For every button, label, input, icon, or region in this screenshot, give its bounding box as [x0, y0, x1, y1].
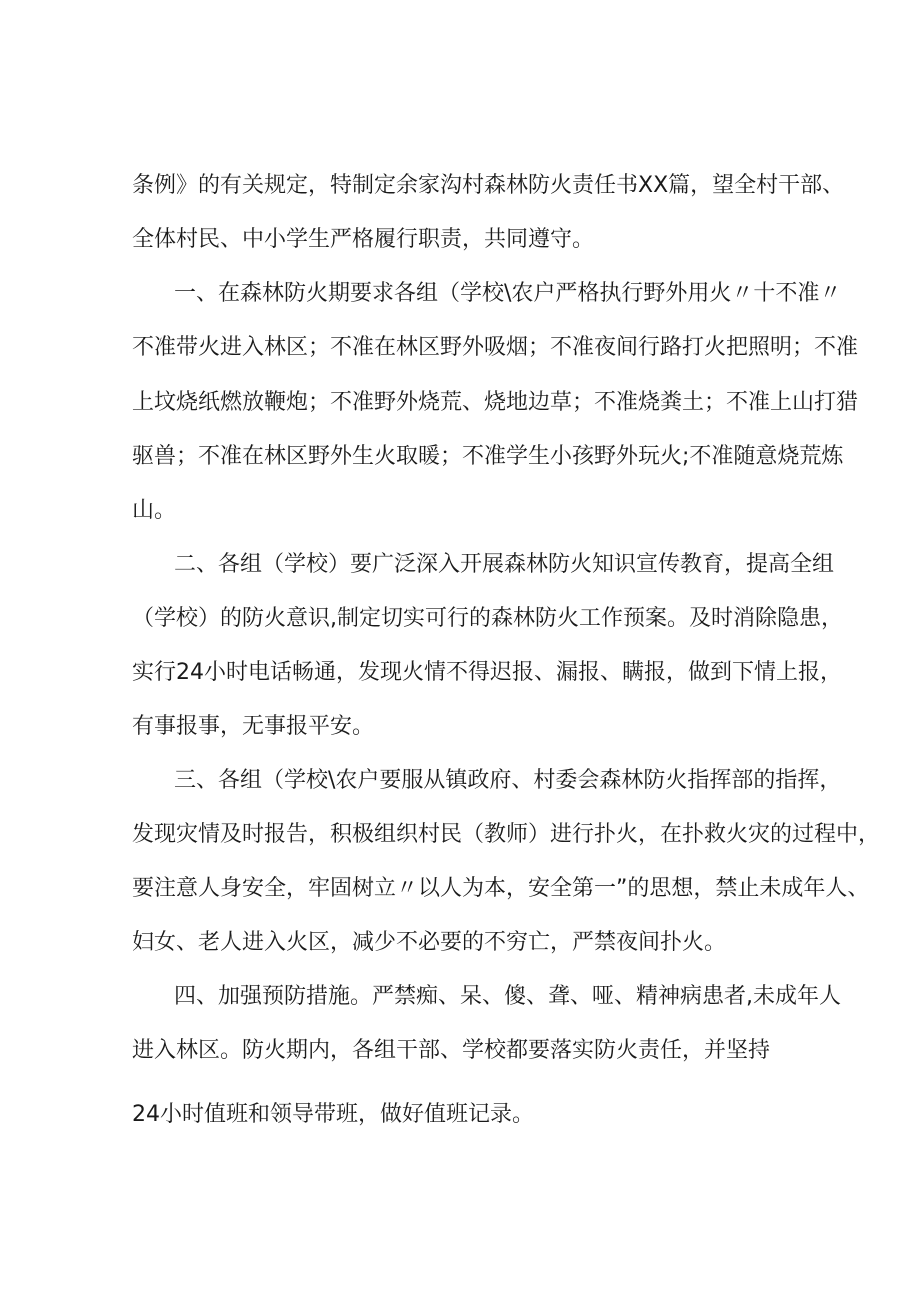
text-line: 驱兽；不准在林区野外生火取暖；不准学生小孩野外玩火;不准随意烧荒炼	[132, 444, 844, 469]
paragraph-1-start: 一、在森林防火期要求各组（学校\农户严格执行野外用火〃十不准〃	[174, 281, 842, 306]
paragraph-3-start: 三、各组（学校\农户要服从镇政府、村委会森林防火指挥部的指挥，	[174, 768, 842, 793]
paragraph-2-start: 二、各组（学校）要广泛深入开展森林防火知识宣传教育，提高全组	[174, 552, 835, 577]
text-line: 实行24小时电话畅通，发现火情不得迟报、漏报、瞒报，做到下情上报，	[132, 660, 842, 685]
text-line: 24小时值班和领导带班，做好值班记录。	[132, 1102, 534, 1127]
text-line: 进入林区。防火期内，各组干部、学校都要落实防火责任，并坚持	[132, 1038, 771, 1063]
text-line: 发现灾情及时报告，积极组织村民（教师）进行扑火，在扑救火灾的过程中，	[132, 822, 881, 847]
text-line: （学校）的防火意识,制定切实可行的森林防火工作预案。及时消除隐患，	[132, 606, 843, 631]
text-line: 山。	[132, 498, 177, 523]
text-line: 条例》的有关规定，特制定余家沟村森林防火责任书XX篇，望全村干部、	[132, 173, 845, 198]
text-line: 全体村民、中小学生严格履行职责，共同遵守。	[132, 227, 595, 252]
text-line: 上坟烧纸燃放鞭炮；不准野外烧荒、烧地边草；不准烧粪土；不准上山打猎	[132, 390, 859, 415]
text-line: 要注意人身安全，牢固树立〃以人为本，安全第一”的思想，禁止未成年人、	[132, 876, 870, 901]
text-line: 有事报事，无事报平安。	[132, 714, 375, 739]
paragraph-4-start: 四、加强预防措施。严禁痴、呆、傻、聋、哑、精神病患者,未成年人	[174, 984, 841, 1009]
text-line: 妇女、老人进入火区，减少不必要的不穷亡，严禁夜间扑火。	[132, 930, 727, 955]
text-line: 不准带火进入林区；不准在林区野外吸烟；不准夜间行路打火把照明；不准	[132, 335, 859, 360]
